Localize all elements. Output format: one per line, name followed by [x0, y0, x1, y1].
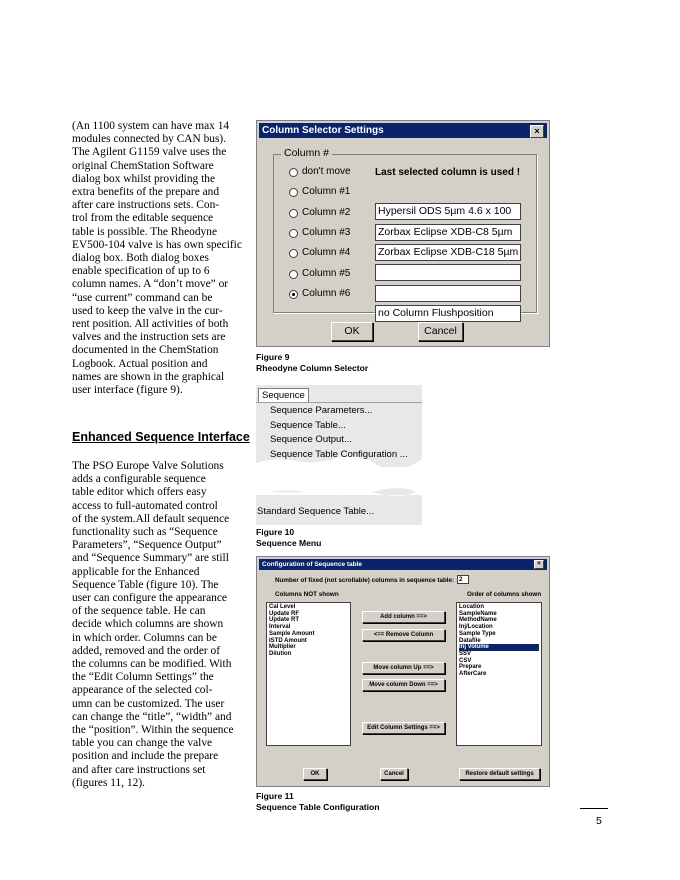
dialog-title: Column Selector Settings	[262, 125, 384, 136]
text-line: dialog box. Both dialog boxes	[72, 252, 209, 265]
figure9-number: Figure 9	[256, 352, 290, 362]
restore-defaults-button[interactable]: Restore default settings	[459, 768, 540, 780]
text-line: documented in the ChemStation	[72, 344, 219, 357]
text-line: used to keep the valve in the cur-	[72, 304, 223, 317]
text-line: Parameters”, “Sequence Output”	[72, 539, 222, 552]
group-label: Column #	[281, 147, 332, 159]
column-label: Column #5	[302, 267, 351, 279]
list-item[interactable]: Inj Volume	[459, 644, 539, 651]
fixed-columns-label: Number of fixed (not scrollable) columns in sequence table:	[275, 577, 455, 584]
config-close-icon[interactable]: ×	[534, 560, 544, 569]
column-label: don't move	[302, 166, 351, 177]
remove-column-button[interactable]: <== Remove Column	[362, 629, 445, 641]
list-item[interactable]: Update RF	[269, 610, 299, 617]
column-selector-dialog	[256, 120, 550, 347]
column-label: Column #1	[302, 186, 351, 198]
text-line: Sequence Table (figure 10). The	[72, 578, 219, 591]
text-line: The PSO Europe Valve Solutions	[72, 460, 224, 472]
last-column-note: Last selected column is used !	[375, 167, 521, 178]
order-shown-label: Order of columns shown	[467, 591, 542, 598]
text-line: table is possible. The Rheodyne	[72, 225, 217, 238]
menu-item-standard-sequence[interactable]: Standard Sequence Table...	[257, 506, 375, 517]
figure11-title: Sequence Table Configuration	[256, 802, 380, 812]
text-line: access to full-automated control	[72, 499, 218, 512]
figure11-number: Figure 11	[256, 791, 294, 801]
text-line: original ChemStation Software	[72, 159, 214, 172]
config-titlebar	[259, 559, 547, 570]
text-line: rent position. All activities of both	[72, 318, 229, 331]
figure9-title: Rheodyne Column Selector	[256, 363, 369, 373]
text-line: appearance of the selected col-	[72, 684, 213, 697]
text-line: the “Edit Column Settings” the	[72, 671, 214, 684]
list-item[interactable]: Location	[459, 604, 484, 610]
text-line: enable specification of up to 6	[72, 265, 210, 278]
text-line: modules connected by CAN bus).	[72, 133, 227, 146]
text-line: column names. A “don’t move” or	[72, 278, 229, 291]
text-line: added, removed and the order of	[72, 644, 221, 657]
text-line: adds a configurable sequence	[72, 473, 206, 486]
figure9-caption	[256, 352, 368, 374]
figure10-number: Figure 10	[256, 527, 295, 537]
menu-item[interactable]: Sequence Output...	[270, 434, 352, 445]
cancel-button[interactable]: Cancel	[418, 322, 463, 341]
intro-paragraph	[72, 120, 242, 397]
section-heading: Enhanced Sequence Interface	[72, 430, 250, 444]
list-item[interactable]: Multiplier	[269, 644, 296, 651]
fixed-columns-input[interactable]: 2	[457, 575, 469, 584]
list-item[interactable]: Sample Type	[459, 630, 496, 637]
text-line: (An 1100 system can have max 14	[72, 120, 230, 132]
page-number: 5	[596, 815, 602, 827]
text-line: table editor which offers easy	[72, 486, 207, 499]
text-line: names are shown in the graphical	[72, 370, 225, 383]
add-column-button[interactable]: Add column ==>	[362, 611, 445, 623]
menu-title[interactable]: Sequence	[258, 388, 309, 403]
radio-empty-icon[interactable]	[289, 229, 298, 238]
list-item[interactable]: Dilution	[269, 650, 292, 657]
list-item[interactable]: SSV	[459, 650, 472, 657]
text-line: applicable for the Enhanced	[72, 565, 200, 578]
radio-selected-icon[interactable]	[289, 290, 298, 299]
text-line: The Agilent G1159 valve uses the	[72, 146, 227, 159]
not-shown-label: Columns NOT shown	[275, 591, 339, 598]
text-line: dialog box whilst providing the	[72, 172, 216, 185]
column-label: Column #6	[302, 287, 351, 299]
text-line: of the sequence table. He can	[72, 605, 206, 618]
list-item[interactable]: Sample Amount	[269, 630, 315, 637]
config-ok-button[interactable]: OK	[303, 768, 327, 780]
text-line: position and include the prepare	[72, 750, 219, 763]
shown-listbox[interactable]	[456, 602, 542, 746]
text-line: table you can change the valve	[72, 737, 213, 750]
list-item[interactable]: Update RT	[269, 617, 299, 624]
close-icon[interactable]: ×	[530, 125, 544, 138]
ok-button[interactable]: OK	[331, 322, 373, 341]
sequence-config-dialog	[256, 556, 550, 787]
column-label: Column #4	[302, 247, 351, 259]
column-name-input[interactable]: Zorbax Eclipse XDB-C8 5µm	[375, 224, 521, 241]
list-item[interactable]: MethodName	[459, 617, 497, 624]
list-item[interactable]: ISTD Amount	[269, 637, 307, 644]
list-item[interactable]: Interval	[269, 624, 291, 631]
text-line: and “Sequence Summary” are still	[72, 552, 229, 565]
text-line: the “position”. Within the sequence	[72, 724, 234, 737]
menu-lower-fragment	[256, 493, 422, 523]
config-cancel-button[interactable]: Cancel	[380, 768, 408, 780]
text-line: “use current” command can be	[72, 291, 213, 304]
text-line: EV500-104 valve is has own specific	[72, 238, 242, 251]
menu-divider	[256, 402, 422, 403]
menu-item[interactable]: Sequence Table Configuration ...	[270, 448, 408, 460]
text-line: valves and the instruction sets are	[72, 331, 226, 344]
text-line: trol from the editable sequence	[72, 212, 214, 225]
text-line: of the system.All default sequence	[72, 512, 230, 525]
edit-column-settings-button[interactable]: Edit Column Settings ==>	[362, 722, 445, 734]
not-shown-listbox[interactable]	[266, 602, 351, 746]
radio-empty-icon[interactable]	[289, 209, 298, 218]
column-name-input[interactable]	[375, 264, 521, 281]
list-item[interactable]: AfterCare	[459, 671, 487, 678]
list-item[interactable]: Prepare	[459, 664, 482, 671]
column-name-input[interactable]	[375, 285, 521, 302]
menu-item[interactable]: Sequence Table...	[270, 419, 346, 431]
text-line: decide which columns are shown	[72, 618, 224, 631]
sequence-menu	[256, 385, 422, 465]
page-number-rule	[580, 808, 608, 809]
move-up-button[interactable]: Move column Up ==>	[362, 662, 445, 674]
figure10-title: Sequence Menu	[256, 538, 322, 548]
text-line: umn can be customized. The user	[72, 697, 225, 710]
column-label: Column #3	[302, 226, 351, 238]
column-name-input[interactable]: Zorbax Eclipse XDB-C18 5µm	[375, 244, 521, 261]
text-line: and after care instructions set	[72, 763, 206, 776]
figure11-caption	[256, 791, 380, 813]
text-line: can change the “title”, “width” and	[72, 710, 232, 723]
radio-empty-icon[interactable]	[289, 270, 298, 279]
list-item[interactable]: Cal Level	[269, 604, 296, 610]
list-item[interactable]: Inj/Location	[459, 624, 493, 631]
list-item[interactable]: SampleName	[459, 610, 497, 617]
menu-item[interactable]: Sequence Parameters...	[270, 405, 373, 416]
list-item[interactable]: Datafile	[459, 637, 481, 644]
text-line: extra benefits of the prepare and	[72, 186, 220, 199]
column-name-input[interactable]: Hypersil ODS 5µm 4.6 x 100	[375, 203, 521, 220]
text-line: the columns can be modified. With	[72, 658, 232, 671]
config-title: Configuration of Sequence table	[262, 561, 363, 568]
text-line: after care instructions sets. Con-	[72, 199, 220, 212]
text-line: in which order. Columns can be	[72, 631, 217, 644]
text-line: functionality such as “Sequence	[72, 526, 218, 539]
list-item[interactable]: CSV	[459, 657, 472, 664]
body-paragraph	[72, 460, 242, 790]
text-line: Logbook. Actual position and	[72, 357, 208, 370]
radio-empty-icon[interactable]	[289, 168, 298, 177]
text-line: (figures 11, 12).	[72, 776, 145, 789]
figure10-caption	[256, 527, 321, 549]
column-label: Column #2	[302, 206, 351, 218]
column-name-input[interactable]: no Column Flushposition	[375, 305, 521, 322]
text-line: user can configure the appearance	[72, 592, 227, 605]
move-down-button[interactable]: Move column Down ==>	[362, 679, 445, 691]
text-line: user interface (figure 9).	[72, 384, 183, 397]
dialog-titlebar	[259, 123, 547, 138]
